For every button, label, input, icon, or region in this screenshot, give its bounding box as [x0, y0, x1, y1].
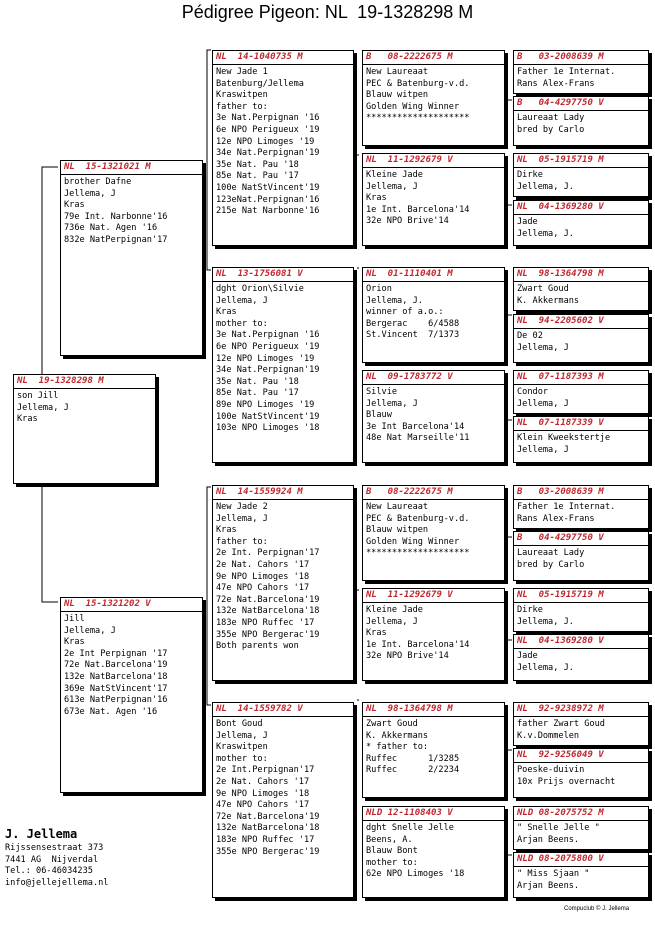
ring-number: B 03-2008639 M — [514, 486, 648, 500]
info-line: Jellema, J — [216, 295, 268, 306]
info-line: 35e Nat. Pau '18 — [216, 376, 299, 387]
ancestor-card — [513, 748, 649, 798]
breeder-email: info@jellejellema.nl — [5, 877, 109, 888]
info-line: 215e Nat Narbonne'16 — [216, 206, 320, 217]
info-line: 1e Int. Barcelona'14 — [366, 639, 470, 650]
ring-number: NL 98-1364798 M — [363, 703, 504, 717]
ring-number: NL 14-1559782 V — [213, 703, 353, 717]
ring-number: NL 15-1321202 V — [61, 598, 202, 612]
info-line: 3e Int Barcelona'14 — [366, 421, 465, 432]
ancestor-card — [513, 50, 649, 94]
subject-pigeon-card — [13, 374, 156, 484]
ring-number: NL 13-1756081 V — [213, 268, 353, 282]
dam-sire-card — [212, 485, 354, 681]
software-credit: Compuclub © J. Jellema — [564, 906, 630, 912]
info-line: 100e NatStVincent'19 — [216, 182, 320, 193]
info-line: 34e Nat.Perpignan'19 — [216, 365, 320, 376]
info-line: 72e Nat.Barcelona'19 — [216, 811, 320, 822]
info-line: K. Akkermans — [517, 295, 580, 306]
info-line: K.v.Dommelen — [517, 730, 580, 741]
ancestor-card — [513, 267, 649, 311]
info-line: Kraswitpen — [216, 742, 268, 753]
page-title: Pédigree Pigeon: NL 19-1328298 M — [181, 2, 474, 22]
info-line: 34e Nat.Perpignan'19 — [216, 148, 320, 159]
ancestor-card — [513, 531, 649, 581]
ancestor-card — [513, 702, 649, 746]
info-line: Kras — [64, 200, 85, 211]
ring-number: NL 14-1040735 M — [213, 51, 353, 65]
info-line: PEC & Batenburg-v.d. — [366, 513, 470, 524]
info-line: Rans Alex-Frans — [517, 513, 595, 524]
info-line: 103e NPO Limoges '18 — [216, 423, 320, 434]
breeder-phone: Tel.: 06-46034235 — [5, 866, 93, 877]
ring-number: B 04-4297750 V — [514, 97, 648, 111]
info-line: Jellema, J — [216, 730, 268, 741]
info-line: Zwart Goud — [366, 719, 418, 729]
info-line: New Laureaat — [366, 67, 429, 77]
ring-number: NL 09-1783772 V — [363, 371, 504, 385]
info-line: Jellema, J. — [517, 228, 574, 239]
ancestor-card — [513, 485, 649, 529]
info-line: Jellema, J. — [517, 662, 574, 673]
info-line: 72e Nat.Barcelona'19 — [216, 594, 320, 605]
breeder-name: J. Jellema — [5, 827, 78, 841]
ring-number: B 03-2008639 M — [514, 51, 648, 65]
ancestor-card — [362, 50, 505, 146]
ancestor-card — [362, 702, 505, 798]
info-line: 32e NPO Brive'14 — [366, 216, 449, 227]
info-line: Ruffec 1/3285 — [366, 753, 460, 764]
ancestor-card — [362, 485, 505, 581]
ancestor-card — [513, 634, 649, 681]
info-line: Bont Goud — [216, 719, 263, 729]
info-line: ******************** — [366, 113, 470, 124]
info-line: 100e NatStVincent'19 — [216, 411, 320, 422]
info-line: 132e NatBarcelona'18 — [64, 671, 168, 682]
ancestor-card — [362, 588, 505, 681]
info-line: PEC & Batenburg-v.d. — [366, 78, 470, 89]
info-line: De 02 — [517, 331, 543, 341]
info-line: 613e NatPerpignan'16 — [64, 695, 168, 706]
info-line: * father to: — [366, 742, 429, 753]
info-line: Jellema, J — [366, 398, 418, 409]
breeder-city: 7441 AG Nijverdal — [5, 854, 99, 865]
info-line: Kras — [64, 637, 85, 648]
info-line: Dirke — [517, 170, 543, 180]
info-line: Father 1e Internat. — [517, 67, 616, 77]
ring-number: NL 92-9256049 V — [514, 749, 648, 763]
info-line: 72e Nat.Barcelona'19 — [64, 660, 168, 671]
dam-card — [60, 597, 203, 793]
info-line: 2e Nat. Cahors '17 — [216, 776, 310, 787]
info-line: Jellema, J — [517, 398, 569, 409]
sire-card — [60, 160, 203, 356]
info-line: 132e NatBarcelona'18 — [216, 606, 320, 617]
info-line: 3e Nat.Perpignan '16 — [216, 113, 320, 124]
info-line: Rans Alex-Frans — [517, 78, 595, 89]
info-line: 3e Nat.Perpignan '16 — [216, 330, 320, 341]
info-line: New Jade 1 — [216, 67, 268, 77]
info-line: Silvie — [366, 387, 398, 397]
info-line: 35e Nat. Pau '18 — [216, 159, 299, 170]
info-line: dght Snelle Jelle — [366, 823, 454, 833]
ring-number: NL 07-1187393 M — [514, 371, 648, 385]
info-line: " Snelle Jelle " — [517, 823, 600, 833]
ancestor-card — [513, 416, 649, 463]
ring-number: B 08-2222675 M — [363, 51, 504, 65]
info-line: 355e NPO Bergerac'19 — [216, 846, 320, 857]
info-line: 47e NPO Cahors '17 — [216, 583, 310, 594]
info-line: Jellema, J — [517, 444, 569, 455]
info-line: K. Akkermans — [366, 730, 429, 741]
info-line: ******************** — [366, 548, 470, 559]
info-line: 123eNat.Perpignan'16 — [216, 194, 320, 205]
info-line: Batenburg/Jellema — [216, 78, 304, 89]
ancestor-card — [513, 200, 649, 246]
info-line: 6e NPO Perigueux '19 — [216, 124, 320, 135]
info-line: 2e Nat. Cahors '17 — [216, 559, 310, 570]
info-line: Kras — [366, 628, 387, 639]
info-line: Jellema, J — [64, 625, 116, 636]
info-line: Zwart Goud — [517, 284, 569, 294]
info-line: Blauw — [366, 410, 392, 421]
ring-number: NL 11-1292679 V — [363, 154, 504, 168]
ancestor-card — [362, 806, 505, 898]
info-line: St.Vincent 7/1373 — [366, 330, 460, 341]
info-line: Klein Kweekstertje — [517, 433, 611, 443]
info-line: 85e Nat. Pau '17 — [216, 171, 299, 182]
ring-number: B 04-4297750 V — [514, 532, 648, 546]
ancestor-card — [513, 96, 649, 146]
ancestor-card — [513, 314, 649, 363]
info-line: Kras — [366, 193, 387, 204]
info-line: 6e NPO Perigueux '19 — [216, 341, 320, 352]
ring-number: NLD 08-2075800 V — [514, 853, 648, 867]
breeder-contact — [5, 825, 108, 889]
info-line: Poeske-duivin — [517, 765, 585, 775]
info-line: Kleine Jade — [366, 170, 423, 180]
info-line: Both parents won — [216, 641, 299, 652]
ancestor-card — [362, 370, 505, 463]
info-line: 9e NPO Limoges '18 — [216, 788, 310, 799]
info-line: mother to: — [216, 318, 268, 329]
info-line: bred by Carlo — [517, 124, 585, 135]
info-line: Jade — [517, 217, 538, 227]
dam-dam-card — [212, 702, 354, 898]
info-line: Jill — [64, 614, 85, 624]
ancestor-card — [362, 267, 505, 363]
info-line: 9e NPO Limoges '18 — [216, 571, 310, 582]
info-line: Kras — [216, 525, 237, 536]
ancestor-card — [513, 153, 649, 197]
info-line: 183e NPO Ruffec '17 — [216, 834, 315, 845]
ring-number: NL 11-1292679 V — [363, 589, 504, 603]
ring-number: NL 04-1369280 V — [514, 201, 648, 215]
info-line: Orion — [366, 284, 392, 294]
info-line: Laureaat Lady — [517, 113, 585, 123]
info-line: 2e Int Perpignan '17 — [64, 648, 168, 659]
info-line: Ruffec 2/2234 — [366, 765, 460, 776]
info-line: father to: — [216, 536, 268, 547]
info-line: Laureaat Lady — [517, 548, 585, 558]
info-line: 85e Nat. Pau '17 — [216, 388, 299, 399]
ring-number: NL 01-1110401 M — [363, 268, 504, 282]
info-line: Jellema, J — [366, 181, 418, 192]
ancestor-card — [362, 153, 505, 246]
ring-number: NL 04-1369280 V — [514, 635, 648, 649]
info-line: Blauw witpen — [366, 525, 429, 536]
info-line: bred by Carlo — [517, 559, 585, 570]
info-line: Kras — [216, 307, 237, 318]
ancestor-card — [513, 588, 649, 632]
info-line: Arjan Beens. — [517, 880, 580, 891]
info-line: 832e NatPerpignan'17 — [64, 234, 168, 245]
info-line: Kraswitpen — [216, 90, 268, 101]
info-line: son Jill — [17, 391, 59, 401]
ancestor-card — [513, 852, 649, 898]
info-line: 355e NPO Bergerac'19 — [216, 629, 320, 640]
ancestor-card — [513, 370, 649, 414]
info-line: Golden Wing Winner — [366, 101, 460, 112]
sire-sire-card — [212, 50, 354, 246]
breeder-street: Rijssensestraat 373 — [5, 843, 104, 853]
info-line: brother Dafne — [64, 177, 132, 187]
info-line: Blauw Bont — [366, 846, 418, 857]
ring-number: B 08-2222675 M — [363, 486, 504, 500]
info-line: Jade — [517, 651, 538, 661]
info-line: mother to: — [216, 753, 268, 764]
info-line: Jellema, J. — [366, 295, 423, 306]
info-line: 2e Int.Perpignan'17 — [216, 765, 315, 776]
info-line: 132e NatBarcelona'18 — [216, 823, 320, 834]
info-line: Jellema, J. — [517, 616, 574, 627]
info-line: Kras — [17, 414, 38, 425]
info-line: " Miss Sjaan " — [517, 869, 590, 879]
info-line: dght Orion\Silvie — [216, 284, 304, 294]
info-line: father Zwart Goud — [517, 719, 605, 729]
ring-number: NL 15-1321021 M — [61, 161, 202, 175]
info-line: Kleine Jade — [366, 605, 423, 615]
sire-dam-card — [212, 267, 354, 463]
info-line: winner of a.o.: — [366, 307, 444, 318]
info-line: Bergerac 6/4588 — [366, 318, 460, 329]
info-line: 1e Int. Barcelona'14 — [366, 204, 470, 215]
info-line: Arjan Beens. — [517, 834, 580, 845]
info-line: Jellema, J — [216, 513, 268, 524]
info-line: Beens, A. — [366, 834, 413, 845]
info-line: father to: — [216, 101, 268, 112]
info-line: 32e NPO Brive'14 — [366, 651, 449, 662]
info-line: Jellema, J. — [517, 181, 574, 192]
info-line: Blauw witpen — [366, 90, 429, 101]
info-line: 736e Nat. Agen '16 — [64, 223, 158, 234]
info-line: Golden Wing Winner — [366, 536, 460, 547]
ancestor-card — [513, 806, 649, 850]
info-line: 2e Int. Perpignan'17 — [216, 548, 320, 559]
info-line: mother to: — [366, 857, 418, 868]
info-line: 62e NPO Limoges '18 — [366, 869, 465, 880]
info-line: 183e NPO Ruffec '17 — [216, 617, 315, 628]
ring-number: NL 19-1328298 M — [14, 375, 155, 389]
info-line: Jellema, J — [64, 188, 116, 199]
info-line: 79e Int. Narbonne'16 — [64, 211, 168, 222]
ring-number: NL 07-1187339 V — [514, 417, 648, 431]
ring-number: NL 05-1915719 M — [514, 154, 648, 168]
info-line: 369e NatStVincent'17 — [64, 683, 168, 694]
ring-number: NLD 08-2075752 M — [514, 807, 648, 821]
info-line: Jellema, J — [517, 342, 569, 353]
info-line: Jellema, J — [366, 616, 418, 627]
ring-number: NL 14-1559924 M — [213, 486, 353, 500]
info-line: 12e NPO Limoges '19 — [216, 353, 315, 364]
info-line: New Jade 2 — [216, 502, 268, 512]
ring-number: NL 92-9238972 M — [514, 703, 648, 717]
ring-number: NL 94-2205602 V — [514, 315, 648, 329]
ring-number: NL 05-1915719 M — [514, 589, 648, 603]
info-line: Dirke — [517, 605, 543, 615]
info-line: New Laureaat — [366, 502, 429, 512]
info-line: Condor — [517, 387, 549, 397]
info-line: 47e NPO Cahors '17 — [216, 800, 310, 811]
info-line: 89e NPO Limoges '19 — [216, 399, 315, 410]
info-line: 48e Nat Marseille'11 — [366, 433, 470, 444]
info-line: 12e NPO Limoges '19 — [216, 136, 315, 147]
info-line: 10x Prijs overnacht — [517, 776, 616, 787]
ring-number: NLD 12-1108403 V — [363, 807, 504, 821]
info-line: Father 1e Internat. — [517, 502, 616, 512]
info-line: 673e Nat. Agen '16 — [64, 706, 158, 717]
info-line: Jellema, J — [17, 402, 69, 413]
ring-number: NL 98-1364798 M — [514, 268, 648, 282]
